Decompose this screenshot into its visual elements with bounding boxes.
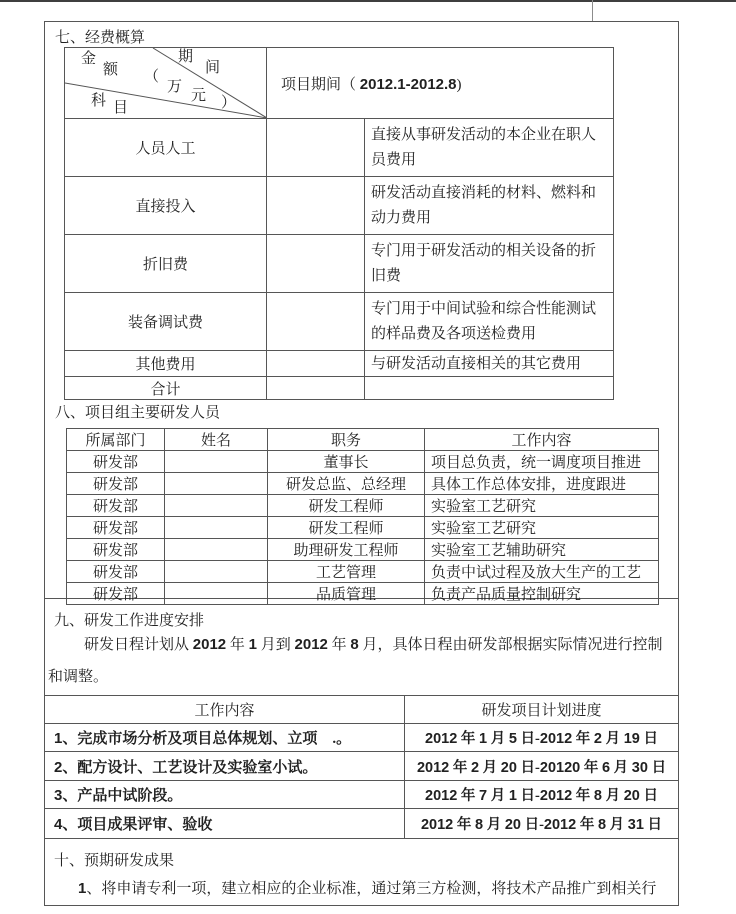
schedule-task-cell: 1、完成市场分析及项目总体规划、立项 .。 — [45, 724, 405, 752]
corner-char-amount: （ — [144, 69, 160, 85]
schedule-row — [45, 781, 679, 809]
schedule-task-cell: 3、产品中试阶段。 — [45, 781, 405, 809]
personnel-header-row — [67, 429, 659, 451]
personnel-header-duty: 工作内容 — [425, 429, 659, 451]
personnel-name-cell — [165, 561, 268, 583]
schedule-header-row — [45, 696, 679, 724]
schedule-row — [45, 809, 679, 839]
schedule-row — [45, 724, 679, 752]
personnel-dept-cell: 研发部 — [67, 451, 165, 473]
corner-char-amount: 元 — [191, 88, 207, 104]
personnel-role-cell: 品质管理 — [268, 583, 425, 605]
corner-char-subject: 科 — [91, 93, 107, 109]
budget-desc-cell — [365, 377, 614, 400]
schedule-date-cell: 2012 年 1 月 5 日-2012 年 2 月 19 日 — [405, 724, 679, 752]
personnel-row — [67, 583, 659, 605]
personnel-dept-cell: 研发部 — [67, 517, 165, 539]
corner-char-amount: 额 — [103, 62, 119, 78]
schedule-task-cell: 4、项目成果评审、验收 — [45, 809, 405, 839]
budget-subject-cell: 装备调试费 — [65, 293, 267, 351]
personnel-dept-cell: 研发部 — [67, 495, 165, 517]
budget-desc-cell: 直接从事研发活动的本企业在职人员费用 — [365, 119, 614, 177]
budget-desc-cell: 研发活动直接消耗的材料、燃料和动力费用 — [365, 177, 614, 235]
budget-amount-cell — [267, 235, 365, 293]
personnel-row — [67, 495, 659, 517]
corner-char-subject: 目 — [113, 100, 129, 116]
personnel-duty-cell: 实验室工艺辅助研究 — [425, 539, 659, 561]
budget-amount-cell — [267, 177, 365, 235]
personnel-row — [67, 561, 659, 583]
budget-desc-cell: 专门用于中间试验和综合性能测试的样品费及各项送检费用 — [365, 293, 614, 351]
section10-title: 十、预期研发成果 — [54, 853, 175, 869]
corner-char-period: 期 — [178, 49, 194, 65]
personnel-duty-cell: 实验室工艺研究 — [425, 495, 659, 517]
corner-char-amount: ） — [221, 95, 237, 111]
personnel-row — [67, 539, 659, 561]
personnel-name-cell — [165, 451, 268, 473]
personnel-header-dept: 所属部门 — [67, 429, 165, 451]
personnel-row — [67, 473, 659, 495]
budget-desc-cell: 与研发活动直接相关的其它费用 — [365, 351, 614, 377]
personnel-header-name: 姓名 — [165, 429, 268, 451]
personnel-role-cell: 研发工程师 — [268, 495, 425, 517]
budget-amount-cell — [267, 293, 365, 351]
personnel-name-cell — [165, 539, 268, 561]
section9-title: 九、研发工作进度安排 — [54, 613, 205, 629]
personnel-role-cell: 助理研发工程师 — [268, 539, 425, 561]
budget-row — [65, 351, 614, 377]
budget-subject-cell: 折旧费 — [65, 235, 267, 293]
corner-char-amount: 金 — [81, 51, 97, 67]
page-top-edge-line — [0, 0, 736, 2]
personnel-name-cell — [165, 517, 268, 539]
section7-title: 七、经费概算 — [55, 30, 146, 46]
budget-subject-cell: 其他费用 — [65, 351, 267, 377]
personnel-duty-cell: 负责产品质量控制研究 — [425, 583, 659, 605]
personnel-dept-cell: 研发部 — [67, 561, 165, 583]
budget-row — [65, 235, 614, 293]
personnel-header-role: 职务 — [268, 429, 425, 451]
schedule-header-progress: 研发项目计划进度 — [405, 696, 679, 724]
personnel-dept-cell: 研发部 — [67, 539, 165, 561]
corner-char-period: 间 — [205, 60, 221, 76]
personnel-duty-cell: 项目总负责，统一调度项目推进 — [425, 451, 659, 473]
corner-char-amount: 万 — [167, 79, 183, 95]
budget-period-cell: 项目期间（ 2012.1-2012.8) — [267, 48, 614, 119]
budget-amount-cell — [267, 377, 365, 400]
budget-row — [65, 177, 614, 235]
personnel-row — [67, 451, 659, 473]
previous-table-column-tick — [592, 0, 593, 21]
personnel-duty-cell: 负责中试过程及放大生产的工艺 — [425, 561, 659, 583]
personnel-role-cell: 董事长 — [268, 451, 425, 473]
budget-row — [65, 293, 614, 351]
personnel-role-cell: 工艺管理 — [268, 561, 425, 583]
personnel-role-cell: 研发工程师 — [268, 517, 425, 539]
personnel-name-cell — [165, 495, 268, 517]
schedule-table — [44, 695, 679, 839]
budget-subject-cell: 人员人工 — [65, 119, 267, 177]
personnel-name-cell — [165, 473, 268, 495]
schedule-date-cell: 2012 年 2 月 20 日-20120 年 6 月 30 日 — [405, 752, 679, 781]
personnel-duty-cell: 具体工作总体安排，进度跟进 — [425, 473, 659, 495]
budget-subject-cell: 合计 — [65, 377, 267, 400]
schedule-task-cell: 2、配方设计、工艺设计及实验室小试。 — [45, 752, 405, 781]
personnel-role-cell: 研发总监、总经理 — [268, 473, 425, 495]
budget-row — [65, 377, 614, 400]
personnel-dept-cell: 研发部 — [67, 583, 165, 605]
schedule-date-cell: 2012 年 7 月 1 日-2012 年 8 月 20 日 — [405, 781, 679, 809]
schedule-intro-line1: 研发日程计划从 2012 年 1 月到 2012 年 8 月，具体日程由研发部根据实际情况进行控制 — [84, 636, 663, 653]
section10-item: 1、将申请专利一项，建立相应的企业标准，通过第三方检测，将技术产品推广到相关行 — [78, 880, 657, 897]
budget-table — [64, 47, 614, 400]
budget-corner-cell — [65, 48, 267, 119]
budget-subject-cell: 直接投入 — [65, 177, 267, 235]
budget-amount-cell — [267, 351, 365, 377]
budget-row — [65, 119, 614, 177]
budget-amount-cell — [267, 119, 365, 177]
budget-header-row — [65, 48, 614, 119]
personnel-name-cell — [165, 583, 268, 605]
schedule-intro-line2: 和调整。 — [48, 669, 109, 685]
schedule-header-task: 工作内容 — [45, 696, 405, 724]
personnel-dept-cell: 研发部 — [67, 473, 165, 495]
personnel-duty-cell: 实验室工艺研究 — [425, 517, 659, 539]
section8-title: 八、项目组主要研发人员 — [55, 405, 221, 421]
personnel-row — [67, 517, 659, 539]
schedule-date-cell: 2012 年 8 月 20 日-2012 年 8 月 31 日 — [405, 809, 679, 839]
schedule-row — [45, 752, 679, 781]
personnel-table — [66, 428, 659, 605]
budget-desc-cell: 专门用于研发活动的相关设备的折旧费 — [365, 235, 614, 293]
